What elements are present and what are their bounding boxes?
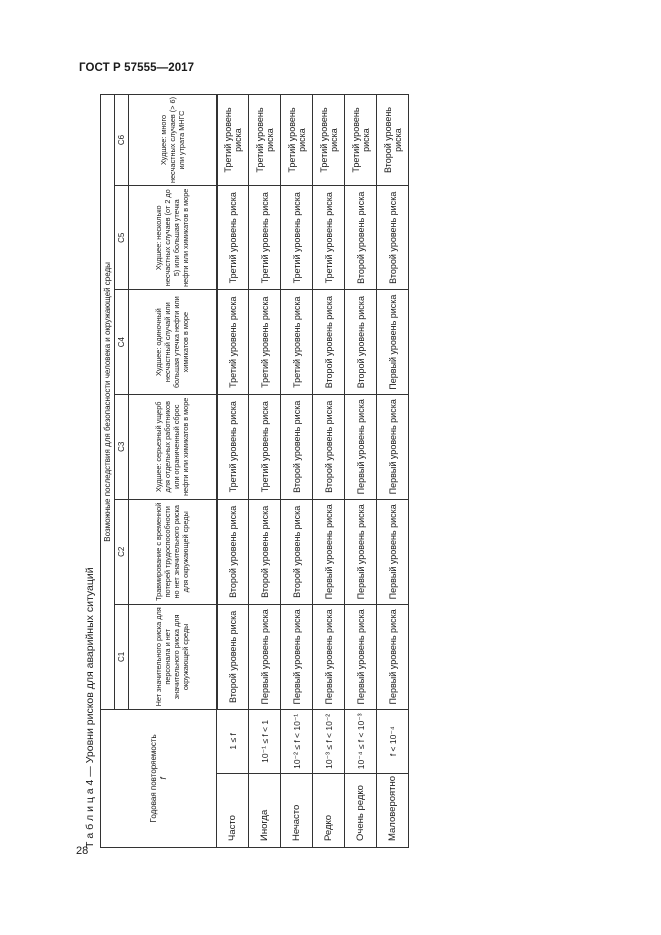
column-desc: Травмирование с временной потерей трудоспособности но нет значительного риска для окружающей среды [129, 499, 217, 604]
risk-cell: Третий уровень риска [281, 186, 313, 290]
column-desc: Нет значительного риска для персонала и нет значительного риска для окружающей среды [129, 604, 217, 709]
risk-cell: Третий уровень риска [249, 290, 281, 394]
table-row [377, 95, 409, 848]
table-caption: Т а б л и ц а 4 — Уровни рисков для аварийных ситуаций [84, 567, 96, 848]
risk-cell: Третий уровень риска [281, 290, 313, 394]
column-desc: Худшее: серьезный ущерб для отдельных работников или ограниченный сброс нефти или химикатов в море [129, 394, 217, 499]
risk-cell: Первый уровень риска [377, 499, 409, 604]
corner-var: f [158, 777, 168, 780]
row-label: Иногда [249, 773, 281, 847]
table-row [345, 95, 377, 848]
column-desc: Худшее: несколько несчастных случаев (от 2 до 5) или большая утечка нефти или химикатов в море [129, 186, 217, 290]
risk-cell: Первый уровень риска [377, 394, 409, 499]
risk-cell: Третий уровень риска [345, 95, 377, 186]
row-label: Маловероятно [377, 773, 409, 847]
corner-header-cell [101, 709, 217, 847]
table-row [313, 95, 345, 848]
risk-cell: Первый уровень риска [377, 604, 409, 709]
risk-cell: Третий уровень риска [217, 95, 249, 186]
table-row [249, 95, 281, 848]
row-label: Очень редко [345, 773, 377, 847]
row-label: Нечасто [281, 773, 313, 847]
row-frequency: 10⁻⁴ ≤ f < 10⁻³ [345, 709, 377, 773]
risk-cell: Второй уровень риска [217, 499, 249, 604]
risk-cell: Третий уровень риска [313, 95, 345, 186]
table-header-row [101, 95, 115, 848]
column-desc: Худшее: много несчастных случаев (> 6) или утрата МНГС [129, 95, 217, 186]
table-row [281, 95, 313, 848]
consequences-header: Возможные последствия для безопасности человека и окружающей среды [101, 95, 115, 710]
row-label: Редко [313, 773, 345, 847]
risk-cell: Третий уровень риска [249, 95, 281, 186]
row-frequency: 1 ≤ f [217, 709, 249, 773]
column-code: C6 [115, 95, 129, 186]
column-code: C4 [115, 290, 129, 394]
risk-cell: Третий уровень риска [217, 186, 249, 290]
column-code: C3 [115, 394, 129, 499]
risk-cell: Третий уровень риска [281, 95, 313, 186]
risk-cell: Второй уровень риска [249, 499, 281, 604]
risk-cell: Второй уровень риска [313, 394, 345, 499]
risk-cell: Второй уровень риска [281, 394, 313, 499]
risk-cell: Первый уровень риска [281, 604, 313, 709]
row-label: Часто [217, 773, 249, 847]
risk-cell: Второй уровень риска [345, 290, 377, 394]
risk-cell: Первый уровень риска [345, 394, 377, 499]
document-header: ГОСТ Р 57555—2017 [79, 62, 195, 74]
risk-cell: Третий уровень риска [217, 394, 249, 499]
risk-cell: Второй уровень риска [217, 604, 249, 709]
risk-cell: Третий уровень риска [249, 186, 281, 290]
risk-cell: Первый уровень риска [345, 499, 377, 604]
row-frequency: f < 10⁻⁴ [377, 709, 409, 773]
risk-cell: Первый уровень риска [249, 604, 281, 709]
risk-cell: Третий уровень риска [313, 186, 345, 290]
risk-cell: Второй уровень риска [313, 290, 345, 394]
column-code: C1 [115, 604, 129, 709]
risk-cell: Второй уровень риска [377, 186, 409, 290]
risk-cell: Третий уровень риска [249, 394, 281, 499]
table-row [217, 95, 249, 848]
risk-cell: Первый уровень риска [345, 604, 377, 709]
risk-cell: Первый уровень риска [377, 290, 409, 394]
risk-cell: Первый уровень риска [313, 499, 345, 604]
risk-table [100, 94, 409, 848]
risk-cell: Третий уровень риска [217, 290, 249, 394]
risk-cell: Второй уровень риска [281, 499, 313, 604]
column-code: C2 [115, 499, 129, 604]
risk-cell: Первый уровень риска [313, 604, 345, 709]
risk-cell: Второй уровень риска [377, 95, 409, 186]
column-code: C5 [115, 186, 129, 290]
risk-cell: Второй уровень риска [345, 186, 377, 290]
page-number: 28 [76, 845, 89, 857]
row-frequency: 10⁻² ≤ f < 10⁻¹ [281, 709, 313, 773]
row-frequency: 10⁻³ ≤ f < 10⁻² [313, 709, 345, 773]
corner-label: Годовая повторяемость [148, 734, 158, 823]
row-frequency: 10⁻¹ ≤ f < 1 [249, 709, 281, 773]
column-desc: Худшее: одиночный несчастный случай или большая утечка нефти или химикатов в море [129, 290, 217, 394]
rotated-table-block [84, 94, 409, 848]
